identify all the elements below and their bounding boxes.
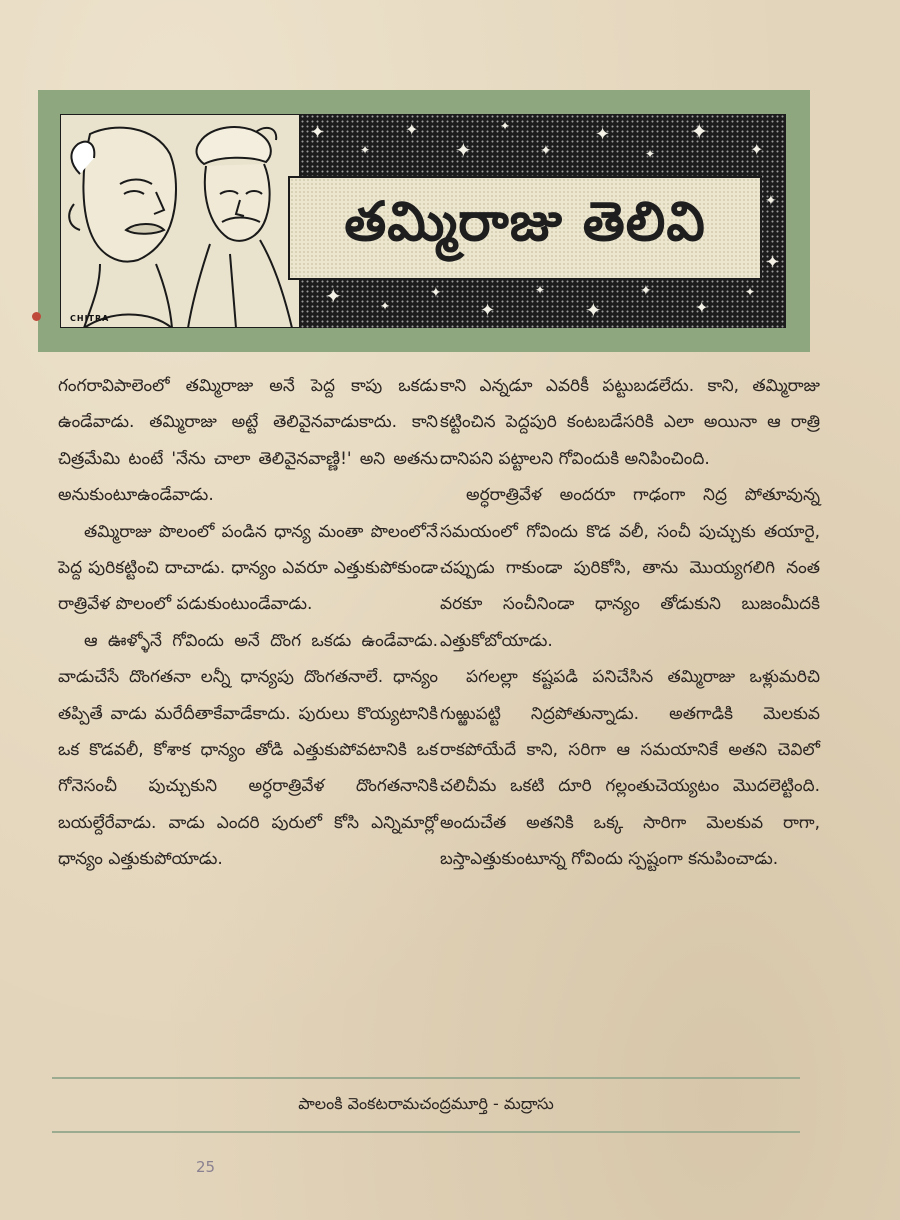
star-icon: ✦ — [640, 283, 652, 299]
page-number: 25 — [196, 1158, 216, 1176]
paragraph: అర్ధరాత్రివేళ అందరూ గాఢంగా నిద్ర పోతూవున్న సమయంలో గోవిందు కొడ వలీ, సంచీ పుచ్చుకు తయారై, చప్పుడు గాకుండా పురికోసి, తాను మొయ్యగలిగి నంత వరకూ సంచీనిండా ధాన్యం తోడుకుని బుజంమీదకి ఎత్తుకోబోయాడు. — [440, 485, 820, 651]
star-icon: ✦ — [765, 252, 781, 273]
paragraph: పగలల్లా కష్టపడి పనిచేసిన తమ్మిరాజు ఒళ్లుమరిచి గుఱ్ఱుపట్టి నిద్రపోతున్నాడు. అతగాడికి మెలకువ రాకపోయేదే కాని, సరిగా ఆ సమయానికే అతని చెవిలో చలిచీమ ఒకటి దూరి గల్లంతుచెయ్యటం మొదలెట్టింది. అందుచేత అతనికి ఒక్క సారిగా మెలకువ రాగా, బస్తాఎత్తుకుంటూన్న గోవిందు స్పష్టంగా కనుపించాడు. — [440, 667, 820, 870]
star-icon: ✦ — [405, 120, 419, 139]
divider-line — [52, 1077, 800, 1079]
star-icon: ✦ — [595, 124, 611, 145]
star-icon: ✦ — [480, 300, 496, 321]
divider-line — [52, 1131, 800, 1133]
star-icon: ✦ — [765, 193, 777, 209]
star-icon: ✦ — [380, 299, 391, 313]
text-column-left — [58, 368, 438, 878]
header-illustration-frame — [38, 90, 810, 352]
star-icon: ✦ — [500, 119, 511, 133]
author-credit: పాలంకి వెంకటరామచంద్రమూర్తి - మద్రాసు — [298, 1094, 554, 1113]
star-icon: ✦ — [430, 285, 442, 301]
paragraph: ఆ ఊళ్ళోనే గోవిందు అనే దొంగ ఒకడు ఉండేవాడు. వాడుచేసే దొంగతనా లన్నీ ధాన్యపు దొంగతనాలే. ధాన్యం తప్పితే వాడు మరేదీతాకేవాడేకాదు. పురులు కొయ్యటానికి ఒక కొడవలీ, కోశాక ధాన్యం తోడి ఎత్తుకుపోవటానికి ఒక గోనెసంచీ పుచ్చుకుని అర్ధరాత్రివేళ దొంగతనానికి బయల్దేరేవాడు. వాడు ఎందరి పురులో కోసి ఎన్నిమార్లో ధాన్యం ఎత్తుకుపోయాడు. — [58, 630, 438, 870]
star-icon: ✦ — [750, 140, 764, 159]
artist-signature: CHITRA — [70, 314, 110, 323]
star-icon: ✦ — [325, 284, 342, 308]
star-icon: ✦ — [645, 147, 656, 161]
title-banner — [288, 176, 762, 280]
paragraph: గంగరావిపాలెంలో తమ్మిరాజు అనే పెద్ద కాపు ఒకడు ఉండేవాడు. తమ్మిరాజు అట్టే తెలివైనవాడుకాదు. కాని చిత్రమేమి టంటే 'నేను చాలా తెలివైనవాణ్ణి!' అని అతను అనుకుంటూఉండేవాడు. — [58, 376, 438, 506]
paragraph: కాని ఎన్నడూ ఎవరికీ పట్టుబడలేదు. కాని, తమ్మిరాజు కట్టించిన పెద్దపురి కంటబడేసరికి ఎలా అయినా ఆ రాత్రి దానిపని పట్టాలని గోవిందుకి అనిపించింది. — [440, 376, 820, 469]
star-icon: ✦ — [585, 298, 602, 322]
paragraph: తమ్మిరాజు పొలంలో పండిన ధాన్య మంతా పొలంలోనే పెద్ద పురికట్టించి దాచాడు. ధాన్యం ఎవరూ ఎత్తుకుపోకుండా రాత్రివేళ పొలంలో పడుకుంటుండేవాడు. — [58, 521, 438, 615]
text-column-right — [440, 368, 820, 878]
star-icon: ✦ — [745, 285, 756, 299]
star-icon: ✦ — [310, 122, 326, 143]
star-icon: ✦ — [535, 283, 546, 297]
star-icon: ✦ — [690, 120, 709, 145]
starry-night-background — [60, 114, 786, 328]
star-icon: ✦ — [695, 298, 709, 317]
portrait-illustration — [60, 114, 300, 328]
story-title: తమ్మిరాజు తెలివి — [344, 189, 706, 253]
red-ink-mark — [32, 312, 41, 321]
star-icon: ✦ — [455, 138, 472, 162]
star-icon: ✦ — [360, 143, 371, 157]
star-icon: ✦ — [540, 143, 552, 159]
